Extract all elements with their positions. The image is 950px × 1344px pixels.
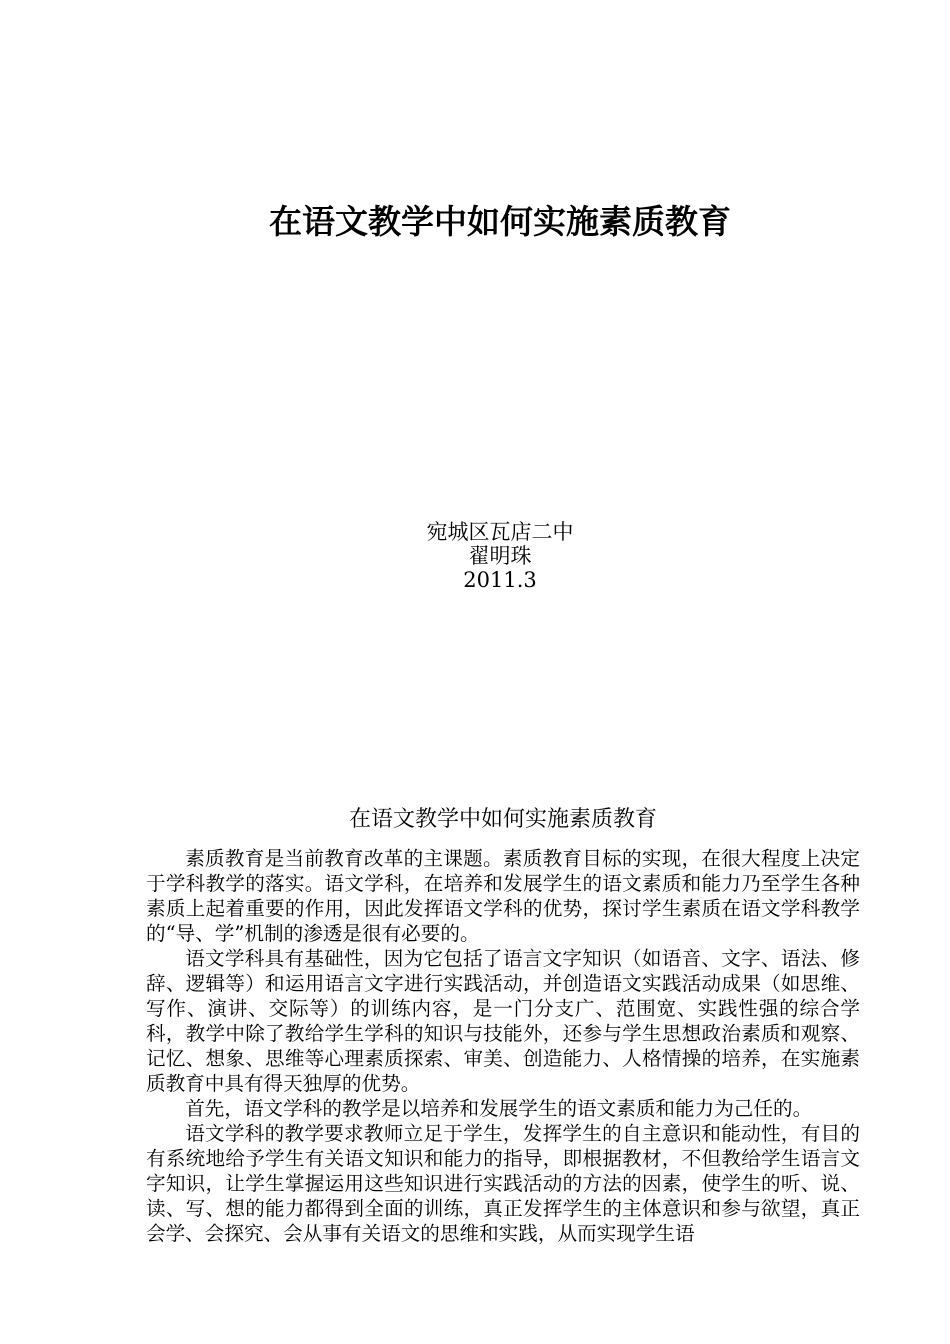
article-body <box>146 804 860 1246</box>
paragraph-1: 素质教育是当前教育改革的主课题。素质教育目标的实现，在很大程度上决定于学科教学的落实。语文学科，在培养和发展学生的语文素质和能力乃至学生各种素质上起着重要的作用，因此发挥语文学科的优势，探讨学生素质在语文学科教学的“导、学”机制的渗透是很有必要的。 <box>146 847 860 945</box>
paragraph-4: 语文学科的教学要求教师立足于学生，发挥学生的自主意识和能动性，有目的有系统地给予学生有关语文知识和能力的指导，即根据教材，不但教给学生语言文字知识，让学生掌握运用这些知识进行实践活动的方法的因素，使学生的听、说、读、写、想的能力都得到全面的训练，真正发挥学生的主体意识和参与欲望，真正会学、会探究、会从事有关语文的思维和实践，从而实现学生语 <box>146 1122 860 1245</box>
paragraph-3: 首先，语文学科的教学是以培养和发展学生的语文素质和能力为己任的。 <box>185 1097 813 1120</box>
date: 2011.3 <box>463 568 537 592</box>
school-name: 宛城区瓦店二中 <box>426 520 574 544</box>
paragraph-2: 语文学科具有基础性，因为它包括了语言文字知识（如语音、文字、语法、修辞、逻辑等）和运用语言文字进行实践活动，并创造语文实践活动成果（如思维、写作、演讲、交际等）的训练内容，是一门分支广、范围宽、实践性强的综合学科，教学中除了教给学生学科的知识与技能外，还参与学生思想政治素质和观察、记忆、想象、思维等心理素质探索、审美、创造能力、人格情操的培养，在实施素质教育中具有得天独厚的优势。 <box>146 947 860 1095</box>
author-block <box>0 520 950 592</box>
author-name: 翟明珠 <box>468 544 532 568</box>
article-title: 在语文教学中如何实施素质教育 <box>348 807 657 832</box>
cover-title: 在语文教学中如何实施素质教育 <box>269 202 731 241</box>
